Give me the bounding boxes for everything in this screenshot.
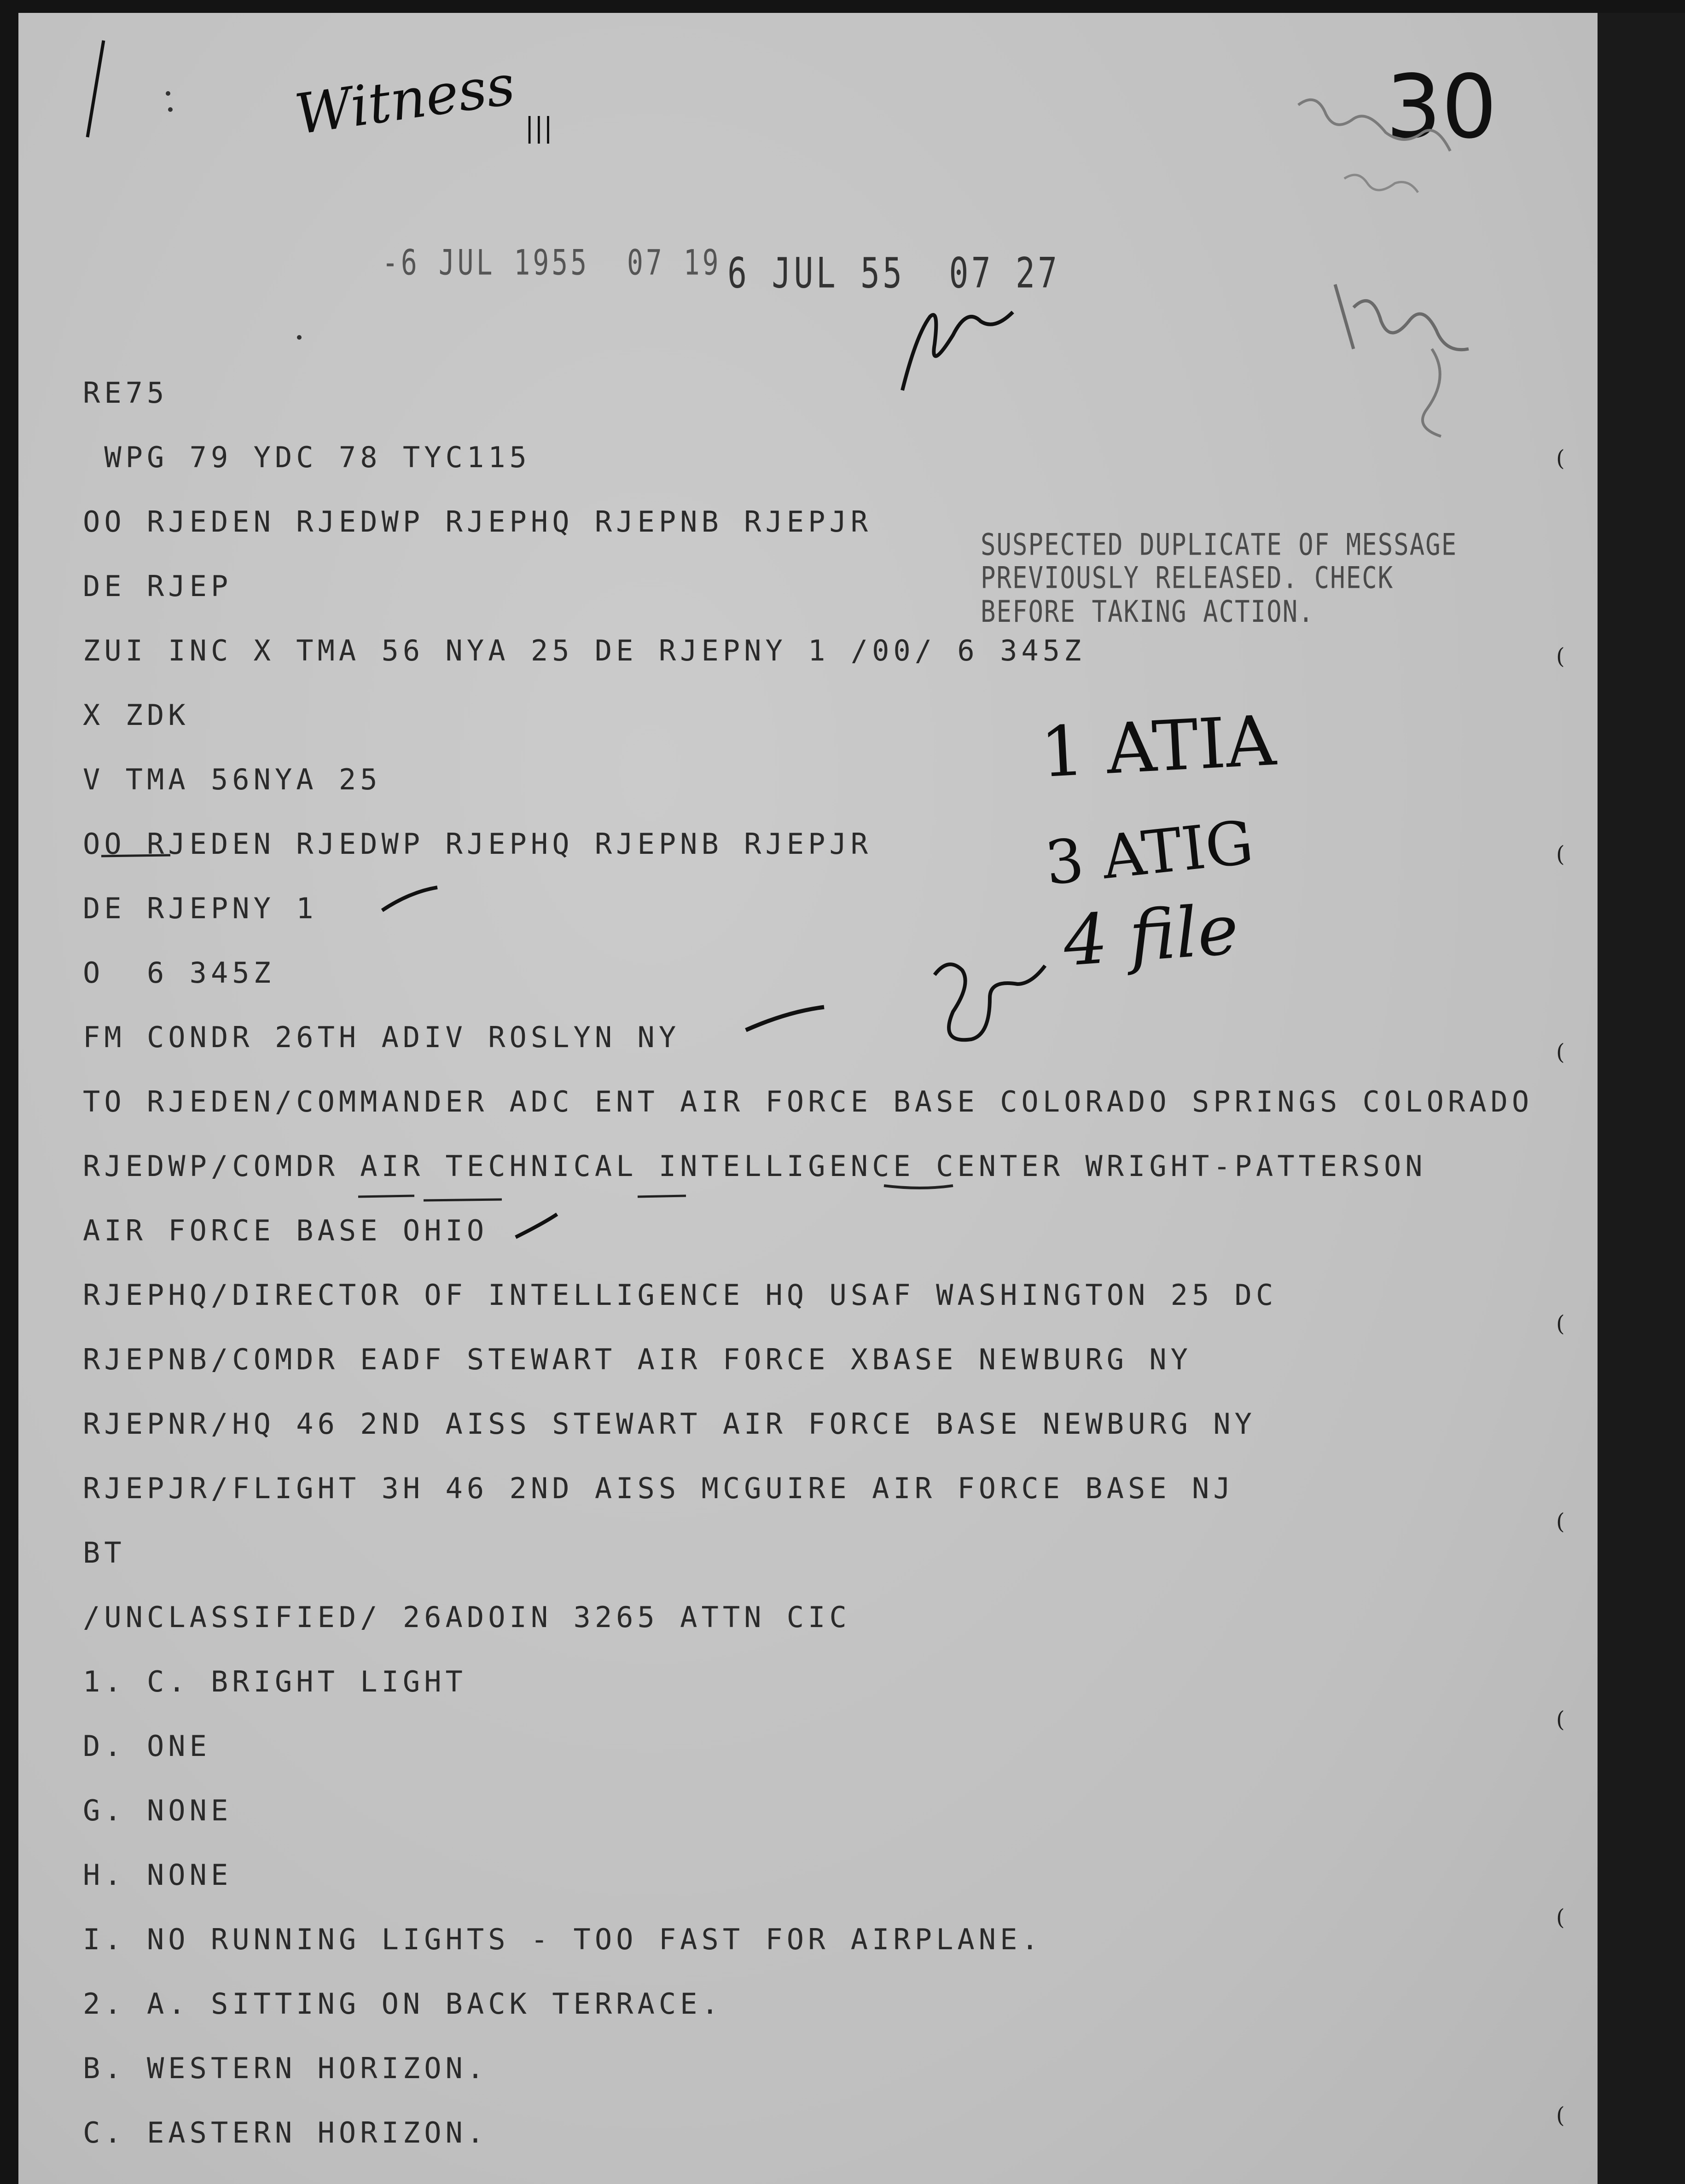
- message-line: RJEPNB/COMDR EADF STEWART AIR FORCE XBASE NEWBURG NY: [83, 1343, 1192, 1376]
- feed-mark: (: [1556, 643, 1565, 669]
- underline-mark: [358, 1196, 414, 1197]
- feed-mark: (: [1556, 446, 1565, 471]
- feed-mark: (: [1556, 1039, 1565, 1065]
- pen-stroke: [746, 1007, 824, 1030]
- routing-note-2: 3 ATIG: [1042, 807, 1257, 899]
- underline-mark: [424, 1199, 502, 1200]
- message-line: 1. C. BRIGHT LIGHT: [83, 1665, 467, 1698]
- message-line: 2. A. SITTING ON BACK TERRACE.: [83, 1987, 723, 2021]
- routing-note-3: 4 file: [1061, 889, 1241, 982]
- message-line: /UNCLASSIFIED/ 26ADOIN 3265 ATTN CIC: [83, 1600, 851, 1634]
- received-stamp-1: -6 JUL 1955 07 19: [382, 242, 721, 283]
- message-line: G. NONE: [83, 1794, 232, 1827]
- message-line: RJEDWP/COMDR AIR TECHNICAL INTELLIGENCE CENTER WRIGHT-PATTERSON: [83, 1149, 1427, 1183]
- handwritten-mark: |||: [525, 112, 553, 144]
- underline-mark: [884, 1186, 953, 1188]
- message-line: C. EASTERN HORIZON.: [83, 2116, 488, 2149]
- pencil-scribble: [1344, 175, 1418, 192]
- message-line: B. WESTERN HORIZON.: [83, 2051, 488, 2085]
- message-line: V TMA 56NYA 25: [83, 763, 382, 796]
- message-line: D. ONE: [83, 1729, 211, 1763]
- message-line: I. NO RUNNING LIGHTS - TOO FAST FOR AIRPLANE.: [83, 1923, 1043, 1956]
- scan-border-right: [1598, 13, 1685, 2184]
- feed-mark: (: [1556, 1311, 1565, 1337]
- handwritten-initials: [902, 312, 1013, 390]
- duplicate-notice-line: PREVIOUSLY RELEASED. CHECK: [981, 561, 1394, 596]
- pencil-scribble: [1298, 100, 1450, 151]
- feed-mark: (: [1556, 1707, 1565, 1732]
- message-line: ZUI INC X TMA 56 NYA 25 DE RJEPNY 1 /00/ 6 345Z: [83, 634, 1086, 667]
- duplicate-notice-line: BEFORE TAKING ACTION.: [981, 594, 1314, 629]
- message-line: H. NONE: [83, 1858, 232, 1892]
- message-line: X ZDK: [83, 698, 190, 732]
- message-line: WPG 79 YDC 78 TYC115: [83, 440, 531, 474]
- feed-mark: (: [1556, 1905, 1565, 1930]
- page-number: 30: [1386, 56, 1497, 158]
- feed-mark: (: [1556, 841, 1565, 867]
- message-line: RE75: [83, 376, 168, 410]
- pencil-scribble: [1335, 284, 1469, 350]
- message-line: DE RJEPNY 1: [83, 892, 318, 925]
- underline-mark: [638, 1196, 686, 1197]
- message-line: O 6 345Z: [83, 956, 275, 990]
- routing-note-1: 1 ATIA: [1038, 701, 1278, 794]
- pencil-scribble: [1423, 349, 1441, 436]
- handwritten-initials: [935, 964, 1045, 1040]
- feed-mark: (: [1556, 1509, 1565, 1535]
- message-line: RJEPHQ/DIRECTOR OF INTELLIGENCE HQ USAF WASHINGTON 25 DC: [83, 1278, 1278, 1312]
- check-mark: [516, 1214, 557, 1237]
- duplicate-notice-line: SUSPECTED DUPLICATE OF MESSAGE: [981, 527, 1458, 562]
- message-line: RJEPNR/HQ 46 2ND AISS STEWART AIR FORCE BASE NEWBURG NY: [83, 1407, 1256, 1441]
- message-line: BT: [83, 1536, 126, 1570]
- duplicate-notice-stamp: [981, 528, 1457, 629]
- check-mark: [382, 887, 437, 910]
- received-stamp-2: 6 JUL 55 07 27: [727, 249, 1060, 298]
- message-line: RJEPJR/FLIGHT 3H 46 2ND AISS MCGUIRE AIR FORCE BASE NJ: [83, 1471, 1235, 1505]
- message-line: OO RJEDEN RJEDWP RJEPHQ RJEPNB RJEPJR: [83, 827, 872, 861]
- message-line: FM CONDR 26TH ADIV ROSLYN NY: [83, 1020, 680, 1054]
- handwritten-witness-note: Witness: [291, 53, 519, 147]
- message-line: OO RJEDEN RJEDWP RJEPHQ RJEPNB RJEPJR: [83, 505, 872, 539]
- feed-mark: (: [1556, 2103, 1565, 2128]
- teletype-message-sheet: [18, 13, 1598, 2184]
- message-line: TO RJEDEN/COMMANDER ADC ENT AIR FORCE BASE COLORADO SPRINGS COLORADO: [83, 1085, 1534, 1118]
- message-line: AIR FORCE BASE OHIO: [83, 1214, 488, 1247]
- message-line: DE RJEP: [83, 569, 232, 603]
